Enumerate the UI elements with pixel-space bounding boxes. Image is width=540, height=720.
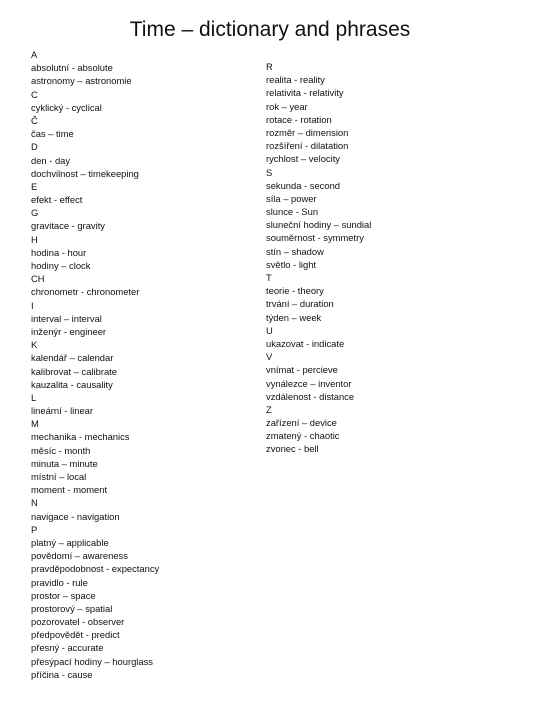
word-entry: vynálezce – inventor	[266, 377, 352, 389]
letter-heading: V	[266, 351, 273, 363]
word-entry: gravitace - gravity	[31, 220, 105, 232]
letter-heading: N	[31, 497, 38, 509]
letter-heading: M	[31, 418, 39, 430]
letter-heading: P	[31, 523, 38, 535]
word-entry: zvonec - bell	[266, 443, 319, 455]
word-entry: příčina - cause	[31, 668, 93, 680]
word-entry: efekt - effect	[31, 194, 83, 206]
word-entry: realita - reality	[266, 74, 325, 86]
letter-heading: Č	[31, 114, 38, 126]
word-entry: hodiny – clock	[31, 260, 91, 271]
letter-heading: R	[266, 61, 273, 72]
letter-heading: C	[31, 88, 38, 100]
word-entry: rok – year	[266, 100, 308, 112]
word-entry: dochvilnost – timekeeping	[31, 167, 139, 179]
word-entry: stín – shadow	[266, 245, 324, 257]
word-entry: sluneční hodiny – sundial	[266, 219, 372, 231]
word-entry: mechanika - mechanics	[31, 431, 130, 443]
word-entry: kauzalita - causality	[31, 378, 113, 390]
word-entry: trvání – duration	[266, 298, 334, 310]
word-entry: týden – week	[266, 311, 322, 323]
word-entry: chronometr - chronometer	[31, 286, 140, 298]
word-entry: přesný - accurate	[31, 642, 104, 654]
word-entry: předpovědět - predict	[31, 629, 120, 641]
word-entry: prostorový – spatial	[31, 602, 113, 614]
word-entry: síla – power	[266, 192, 317, 204]
word-entry: prostor – space	[31, 589, 96, 601]
word-entry: pozorovatel - observer	[31, 616, 125, 628]
word-entry: lineární - linear	[31, 405, 94, 417]
word-entry: relativita - relativity	[266, 87, 344, 99]
page-title: Time – dictionary and phrases	[129, 18, 411, 41]
word-entry: astronomy – astronomie	[31, 75, 132, 87]
word-entry: rotace - rotation	[266, 113, 332, 125]
word-entry: absolutní - absolute	[31, 62, 113, 74]
letter-heading: Z	[266, 403, 272, 415]
letter-heading: H	[31, 233, 38, 245]
word-entry: světlo - light	[266, 258, 317, 270]
letter-heading: A	[31, 49, 38, 60]
word-entry: rychlost – velocity	[266, 153, 340, 165]
word-entry: zmatený - chaotic	[266, 430, 340, 442]
word-entry: slunce - Sun	[266, 206, 319, 218]
word-entry: pravděpodobnost - expectancy	[31, 563, 160, 575]
word-entry: platný – applicable	[31, 536, 109, 548]
letter-heading: U	[266, 324, 273, 336]
word-entry: hodina - hour	[31, 246, 87, 258]
left-word-column	[31, 48, 261, 681]
letter-heading: G	[31, 207, 39, 219]
letter-heading: L	[31, 391, 37, 403]
word-entry: kalendář – calendar	[31, 352, 114, 364]
letter-heading: T	[266, 272, 272, 283]
word-entry: povědomí – awareness	[31, 550, 128, 562]
word-entry: kalibrovat – calibrate	[31, 365, 117, 377]
letter-heading: K	[31, 339, 38, 351]
word-entry: rozměr – dimension	[266, 126, 349, 138]
right-word-column	[266, 60, 516, 456]
word-entry: minuta – minute	[31, 457, 98, 469]
word-entry: čas – time	[31, 128, 74, 140]
letter-heading: E	[31, 180, 38, 192]
word-entry: rozšíření - dilatation	[266, 140, 349, 152]
letter-heading: I	[31, 299, 34, 311]
word-entry: navigace - navigation	[31, 510, 120, 522]
word-entry: ukazovat - indicate	[266, 337, 345, 349]
word-entry: pravidlo - rule	[31, 576, 88, 588]
word-entry: vnímat - percieve	[266, 364, 338, 376]
word-entry: místní – local	[31, 471, 87, 482]
word-entry: cyklický - cyclical	[31, 101, 102, 113]
word-entry: moment - moment	[31, 484, 108, 496]
word-entry: souměrnost - symmetry	[266, 232, 364, 244]
word-entry: sekunda - second	[266, 179, 341, 191]
word-entry: zařízení – device	[266, 417, 337, 429]
word-entry: teorie - theory	[266, 285, 324, 297]
word-entry: měsíc - month	[31, 444, 91, 456]
letter-heading: CH	[31, 273, 45, 285]
word-entry: přesýpací hodiny – hourglass	[31, 655, 153, 667]
letter-heading: S	[266, 166, 273, 178]
word-entry: vzdálenost - distance	[266, 390, 355, 402]
word-entry: inženýr - engineer	[31, 325, 107, 337]
word-entry: den - day	[31, 154, 71, 166]
word-entry: interval – interval	[31, 312, 102, 324]
letter-heading: D	[31, 141, 38, 153]
